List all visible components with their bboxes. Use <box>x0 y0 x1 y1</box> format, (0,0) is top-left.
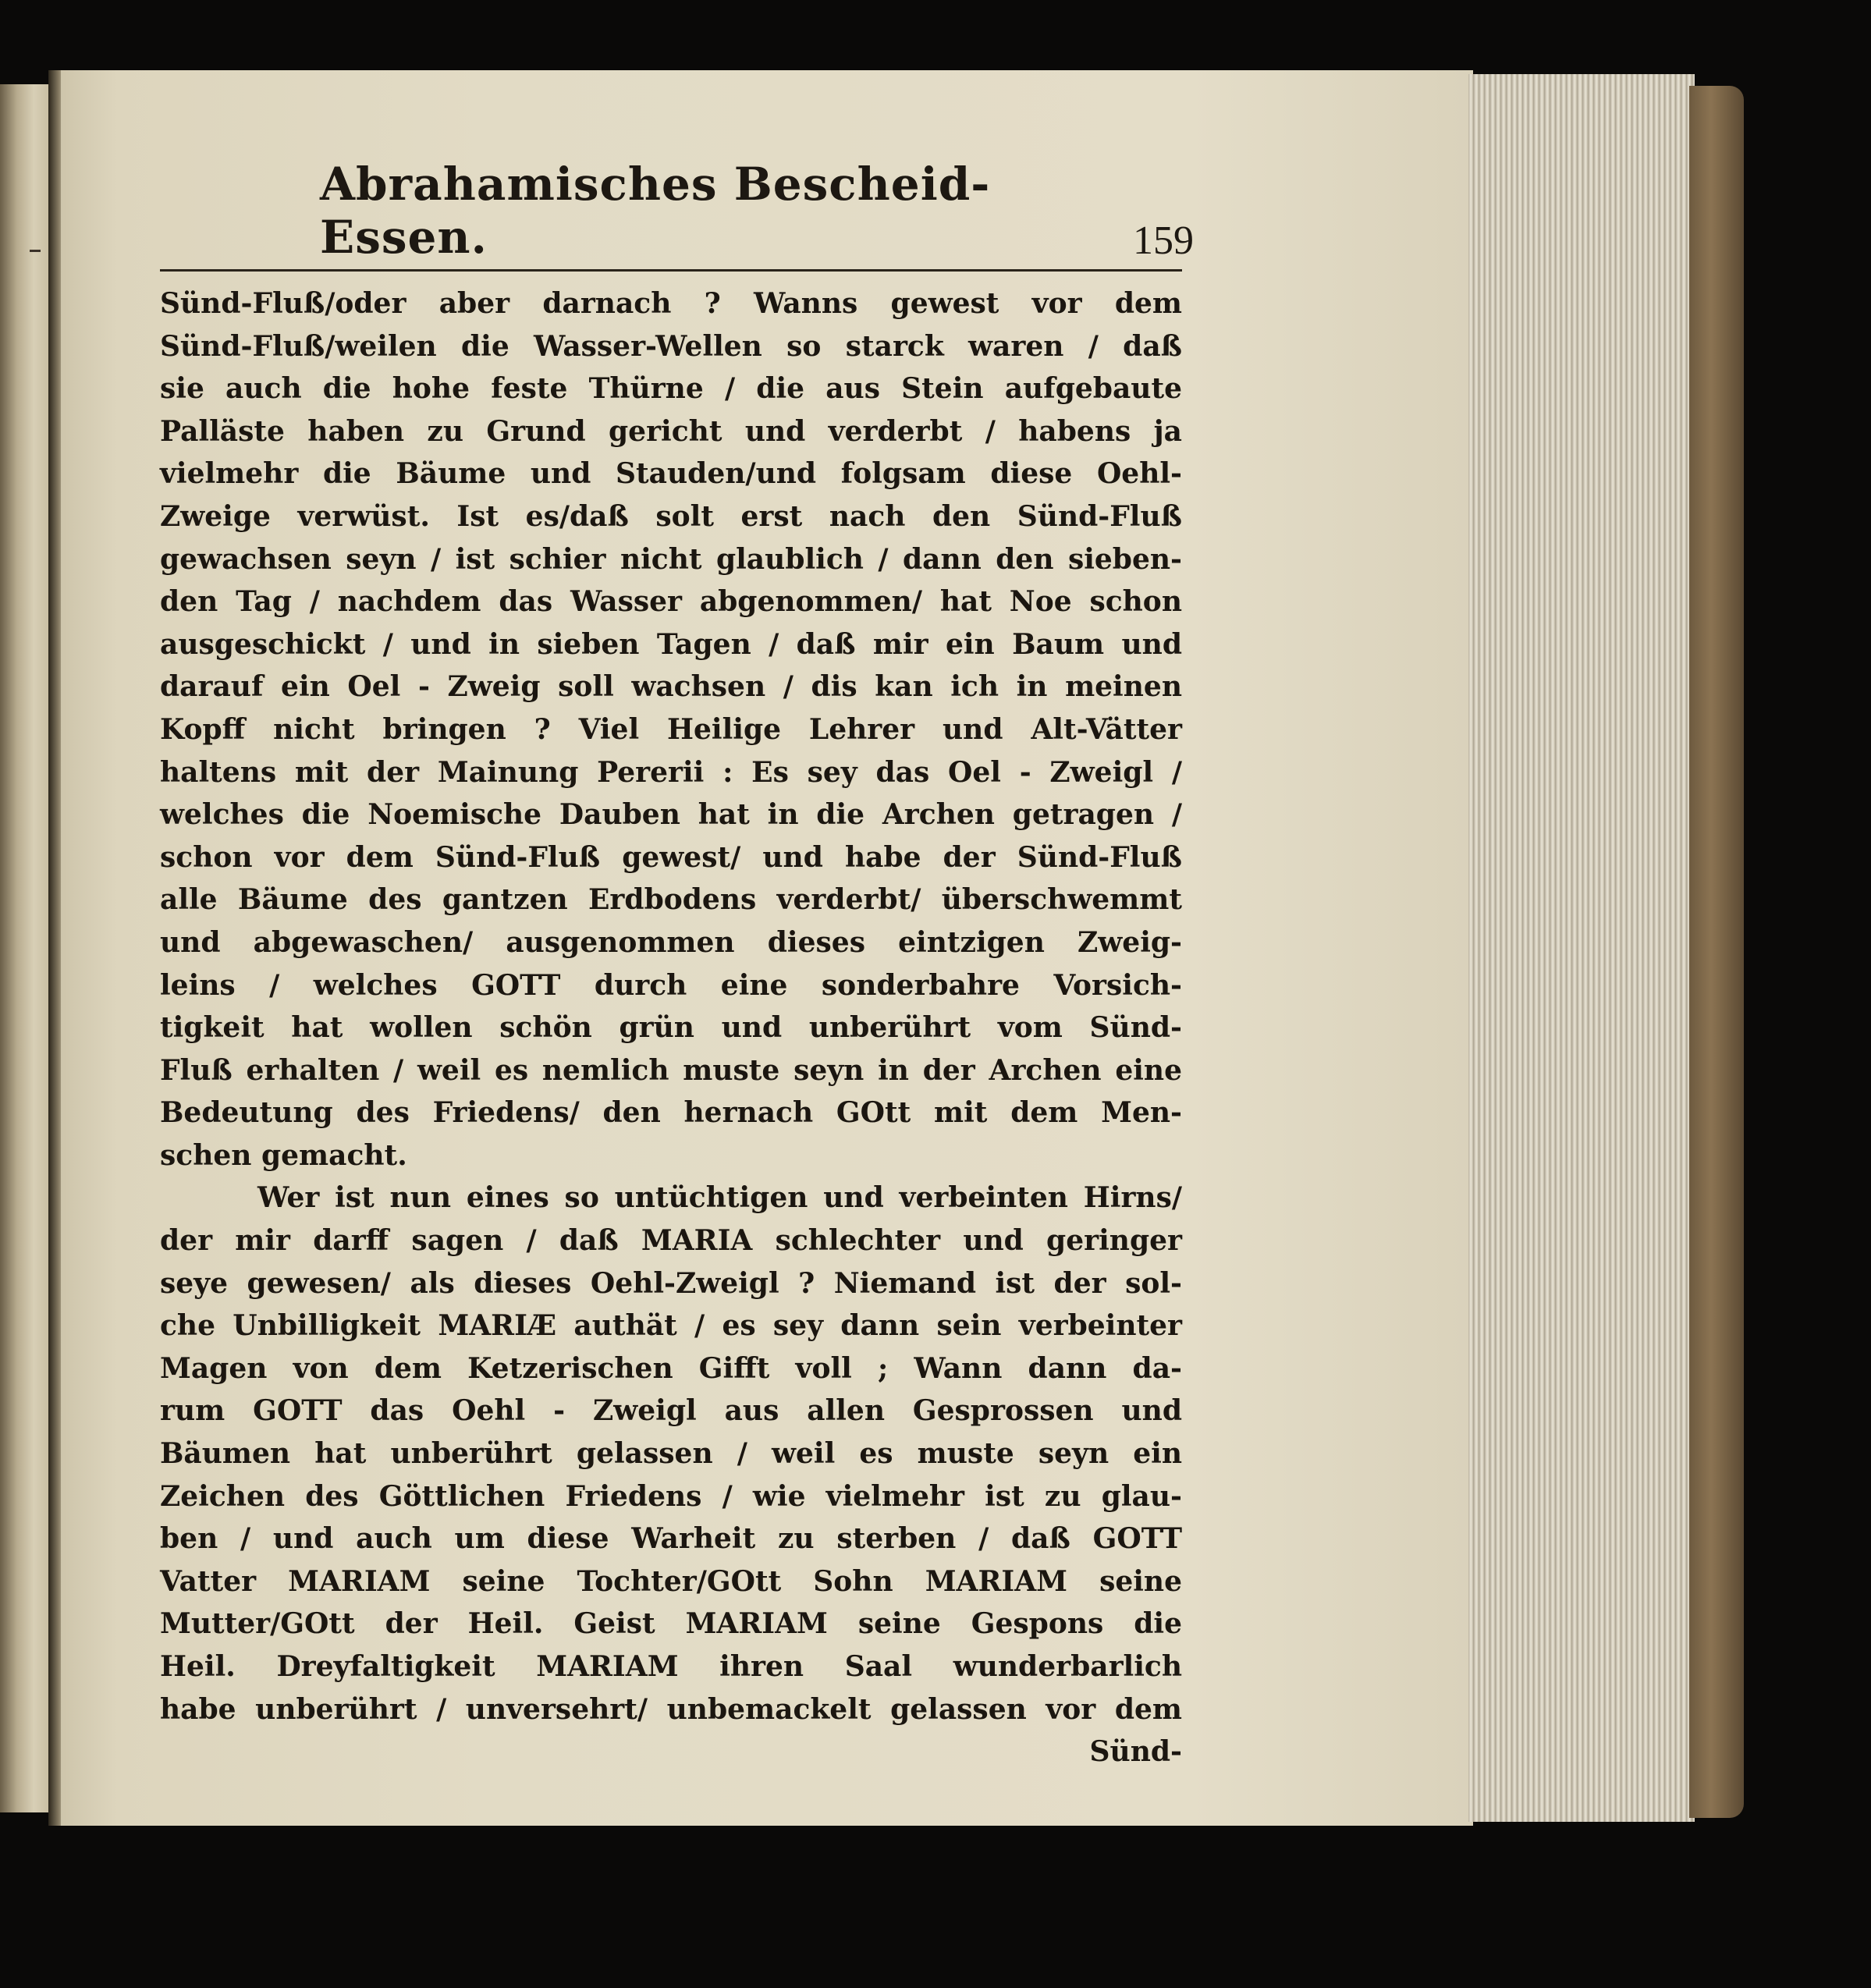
text-line: welches die Noemische Dauben hat in die Archen getragen / <box>160 798 1182 832</box>
text-line: Magen von dem Ketzerischen Gifft voll ; Wann dann da- <box>160 1351 1182 1385</box>
catchword: Sünd- <box>1089 1735 1182 1769</box>
text-line: habe unberührt / unversehrt/ unbemackelt gelassen vor dem <box>160 1692 1182 1726</box>
text-line: der mir darff sagen / daß MARIA schlechter und geringer <box>160 1224 1182 1258</box>
text-line: rum GOTT das Oehl - Zweigl aus allen Gesprossen und <box>160 1394 1182 1428</box>
text-line: Bäumen hat unberührt gelassen / weil es muste seyn ein <box>160 1437 1182 1471</box>
book-cover-edge <box>1689 86 1744 1818</box>
text-line: vielmehr die Bäume und Stauden/und folgsam diese Oehl- <box>160 457 1182 491</box>
paragraph-1 <box>160 282 1182 1177</box>
text-line: und abgewaschen/ ausgenommen dieses eintzigen Zweig- <box>160 925 1182 959</box>
text-line: schon vor dem Sünd-Fluß gewest/ und habe der Sünd-Fluß <box>160 840 1182 874</box>
text-line: darauf ein Oel - Zweig soll wachsen / dis kan ich in meinen <box>160 670 1182 704</box>
text-line: leins / welches GOTT durch eine sonderbahre Vorsich- <box>160 968 1182 1002</box>
page-block-fore-edge <box>1468 74 1695 1822</box>
margin-mark <box>30 250 41 252</box>
text-line: seye gewesen/ als dieses Oehl-Zweigl ? Niemand ist der sol- <box>160 1266 1182 1300</box>
previous-page-edge <box>0 84 51 1812</box>
text-line: haltens mit der Mainung Pererii : Es sey das Oel - Zweigl / <box>160 755 1182 789</box>
paragraph-2 <box>160 1177 1182 1731</box>
text-line: Bedeutung des Friedens/ den hernach GOtt mit dem Men- <box>160 1096 1182 1130</box>
text-line: gewachsen seyn / ist schier nicht glaublich / dann den sieben- <box>160 542 1182 576</box>
text-line: ausgeschickt / und in sieben Tagen / daß mir ein Baum und <box>160 627 1182 661</box>
text-line: Zweige verwüst. Ist es/daß solt erst nach den Sünd-Fluß <box>160 499 1182 533</box>
text-line: Palläste haben zu Grund gericht und verderbt / habens ja <box>160 414 1182 448</box>
text-line: Zeichen des Göttlichen Friedens / wie vielmehr ist zu glau- <box>160 1479 1182 1513</box>
text-line: Heil. Dreyfaltigkeit MARIAM ihren Saal wunderbarlich <box>160 1650 1182 1683</box>
text-line: Vatter MARIAM seine Tochter/GOtt Sohn MARIAM seine <box>160 1564 1182 1598</box>
text-line: Wer ist nun eines so untüchtigen und verbeinten Hirns/ <box>257 1181 1182 1215</box>
text-line: Sünd-Fluß/weilen die Wasser-Wellen so starck waren / daß <box>160 329 1182 363</box>
text-line: ben / und auch um diese Warheit zu sterben / daß GOTT <box>160 1522 1182 1556</box>
header-rule <box>160 269 1182 272</box>
body-text <box>160 282 1182 1773</box>
text-line: Kopff nicht bringen ? Viel Heilige Lehrer und Alt-Vätter <box>160 712 1182 746</box>
text-line: che Unbilligkeit MARIÆ authät / es sey dann sein verbeinter <box>160 1309 1182 1343</box>
running-title: Abrahamisches Bescheid-Essen. <box>320 158 991 264</box>
text-line: alle Bäume des gantzen Erdbodens verderbt/ überschwemmt <box>160 883 1182 917</box>
text-line: sie auch die hohe feste Thürne / die aus Stein aufgebaute <box>160 372 1182 406</box>
text-line: den Tag / nachdem das Wasser abgenommen/ hat Noe schon <box>160 585 1182 619</box>
text-line: Fluß erhalten / weil es nemlich muste seyn in der Archen eine <box>160 1053 1182 1087</box>
text-line: tigkeit hat wollen schön grün und unberührt vom Sünd- <box>160 1011 1182 1045</box>
text-line: Sünd-Fluß/oder aber darnach ? Wanns gewest vor dem <box>160 287 1182 320</box>
text-line: schen gemacht. <box>160 1138 407 1172</box>
page-header <box>320 158 1194 264</box>
text-line: Mutter/GOtt der Heil. Geist MARIAM seine Gespons die <box>160 1607 1182 1641</box>
page-number: 159 <box>1133 218 1194 263</box>
